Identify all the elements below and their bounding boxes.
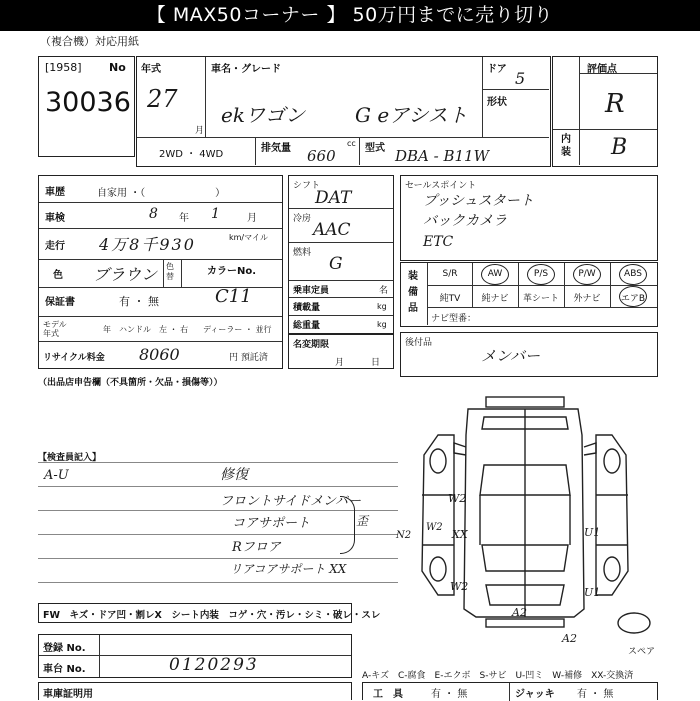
inspector-line3: コアサポート <box>232 516 311 531</box>
rating-score: R <box>605 89 625 119</box>
color-label: 色 <box>53 270 63 281</box>
garage-cert-label: 車庫証明用 <box>43 689 93 700</box>
bracket-note: 歪 <box>356 514 369 528</box>
vehicle-name: ekワゴン <box>221 103 305 127</box>
registration-box <box>38 634 352 678</box>
sales-point-2: バックカメラ <box>423 213 507 229</box>
inspection-label: 車検 <box>45 213 65 224</box>
inspector-line2: フロントサイドメンバー <box>220 494 362 509</box>
capacity-unit: 名 <box>379 286 389 296</box>
capacity-label: 乗車定員 <box>293 286 330 296</box>
rating-box <box>552 56 658 167</box>
inspector-line1-left: A-U <box>44 468 69 483</box>
record-label: 車歴 <box>45 187 65 198</box>
shape-label: 形状 <box>487 97 507 108</box>
name-change-label: 名変期限 <box>293 340 330 350</box>
sales-point-3: ETC <box>423 234 454 250</box>
dealer-label: ディーラー ・ 並行 <box>203 325 272 334</box>
drivetrain-box <box>288 175 394 334</box>
door-label: ドア <box>487 64 507 75</box>
warranty-label: 保証書 <box>45 297 75 308</box>
equip-pw: P/W <box>578 269 596 279</box>
left-side-outline <box>422 435 454 595</box>
equip-navi: 純ナビ <box>481 294 509 304</box>
inspector-line4: Rフロア <box>232 540 281 555</box>
banner-title: 【 MAX50コーナー 】 50万円までに売り切り <box>0 0 700 31</box>
inspector-line1-right: 修復 <box>220 467 248 483</box>
load-label: 積載量 <box>293 303 321 313</box>
equip-aw: AW <box>487 269 503 279</box>
pw-circle-mark <box>573 264 601 285</box>
door-value: 5 <box>515 69 526 88</box>
model-value: DBA - B11W <box>395 147 490 165</box>
declaration-header: （出品店申告欄（不具箇所・欠品・損傷等）） <box>38 378 223 388</box>
displacement-value: 660 <box>307 147 336 165</box>
aw-circle-mark <box>481 264 509 285</box>
spare-label: スペア <box>628 647 656 657</box>
recycle-unit: 円 預託済 <box>229 353 268 363</box>
mileage-label: 走行 <box>45 241 65 252</box>
jack-value: 有 ・ 無 <box>577 689 614 700</box>
color-no-value: C11 <box>215 286 252 307</box>
diagram-mark-w2-side: W2 <box>426 522 443 533</box>
diagram-mark-xx: XX <box>452 528 468 541</box>
color-no-label: カラーNo. <box>207 266 257 277</box>
diagram-mark-w2-lower: W2 <box>450 580 469 593</box>
inspection-year-unit: 年 <box>179 213 189 224</box>
after-parts-box <box>400 332 658 377</box>
equip-sr: S/R <box>442 269 458 279</box>
inspection-year: 8 <box>149 206 158 222</box>
equip-tv: 純TV <box>439 294 461 304</box>
registration-no-label: 登録 No. <box>43 643 86 654</box>
color-value: ブラウン <box>93 265 158 284</box>
tools-box <box>362 682 658 700</box>
model-year-unit: 年 <box>103 325 111 334</box>
equip-ext-navi: 外ナビ <box>573 294 601 304</box>
month-suffix: 月 <box>195 126 205 136</box>
year-label: 年式 <box>141 64 161 75</box>
sales-points-box <box>400 175 658 261</box>
after-parts-label: 後付品 <box>405 338 433 348</box>
ps-circle-mark <box>527 264 555 285</box>
warranty-value: 有 ・ 無 <box>119 295 159 308</box>
equipment-label: 装備品 <box>408 271 418 314</box>
sales-label: セールスポイント <box>405 181 477 191</box>
sales-point-1: プッシュスタート <box>423 193 534 209</box>
ac-label: 冷房 <box>293 214 312 224</box>
recycle-label: リサイクル料金 <box>43 353 105 363</box>
equipment-box <box>400 262 658 327</box>
record-value: 自家用 ・（ ） <box>97 188 226 199</box>
tools-label: 工 具 <box>373 689 403 700</box>
after-parts-value: メンバー <box>481 347 540 365</box>
inspection-month-unit: 月 <box>247 213 257 224</box>
garage-cert-box <box>38 682 352 700</box>
inspector-label: 【検査員記入】 <box>38 453 102 463</box>
abs-circle-mark <box>619 264 647 285</box>
damage-legend: A-キズ C-腐食 E-エクボ S-サビ U-凹ミ W-補修 XX-交換済 <box>362 671 634 681</box>
interior-label: 内装 <box>561 134 571 158</box>
weight-label: 総重量 <box>293 321 321 331</box>
inspection-month: 1 <box>211 206 220 222</box>
recycle-value: 8060 <box>139 345 180 364</box>
diagram-mark-w2-left: W2 <box>448 492 467 505</box>
diagram-mark-u1-lower: U1 <box>584 586 601 599</box>
equip-ps: P/S <box>533 269 549 279</box>
vehicle-grade: G eアシスト <box>355 103 468 127</box>
lot-box <box>38 56 135 157</box>
shift-value: DAT <box>315 188 352 208</box>
diagram-mark-a2-rear: A2 <box>512 606 527 619</box>
equip-abs: ABS <box>624 269 642 279</box>
name-change-box <box>288 334 394 369</box>
shift-label: シフト <box>293 181 321 191</box>
vehicle-info-box <box>136 56 551 167</box>
navi-model-label: ナビ型番： <box>431 314 477 324</box>
lot-small-code: [1958] <box>45 61 82 74</box>
ac-value: AAC <box>313 220 351 240</box>
name-change-unit: 月 日 <box>335 358 381 368</box>
mileage-unit: km/マイル <box>229 233 268 242</box>
form-note: （複合機）対応用紙 <box>40 35 139 48</box>
weight-unit: kg <box>377 320 387 329</box>
history-box <box>38 175 283 369</box>
diagram-mark-a2-corner: A2 <box>562 632 577 645</box>
chassis-no-value: 0120293 <box>169 655 259 675</box>
fw-row-text: FW キズ・ドア凹・割レX シート内装 コゲ・穴・汚レ・シミ・破レ・スレ <box>43 610 381 621</box>
right-side-outline <box>596 435 628 595</box>
airbag-circle-mark <box>619 286 647 307</box>
drive-label: 2WD ・ 4WD <box>159 149 224 160</box>
name-grade-label: 車名・グレード <box>211 64 281 75</box>
bracket-mark <box>340 496 355 554</box>
interior-score: B <box>611 135 628 160</box>
lot-number: 30036 <box>45 87 131 118</box>
inspector-line5: リアコアサポート XX <box>230 562 347 576</box>
jack-label: ジャッキ <box>515 689 555 700</box>
model-label: 型式 <box>365 143 385 154</box>
fw-row-box <box>38 603 381 623</box>
tools-value: 有 ・ 無 <box>431 689 468 700</box>
cc-unit: cc <box>347 139 356 148</box>
year-value: 27 <box>147 85 178 113</box>
lot-no-label: No <box>109 61 126 74</box>
color-change-label: 色替 <box>166 262 174 281</box>
handle-label: ハンドル 左 ・ 右 <box>119 325 189 334</box>
diagram-mark-u1-right: U1 <box>584 526 601 539</box>
equip-airbag: エアB <box>620 294 646 304</box>
fuel-value: G <box>329 254 343 274</box>
equip-leather: 革シート <box>522 294 559 304</box>
car-body-outline <box>464 409 584 617</box>
displacement-label: 排気量 <box>261 143 291 154</box>
load-unit: kg <box>377 302 387 311</box>
rating-label: 評価点 <box>587 64 617 75</box>
chassis-no-label: 車台 No. <box>43 664 86 675</box>
diagram-mark-n2-side: N2 <box>396 530 412 541</box>
mileage-value: 4万8千930 <box>99 235 196 254</box>
model-year-label: モデル年式 <box>43 320 67 338</box>
fuel-label: 燃料 <box>293 248 312 258</box>
